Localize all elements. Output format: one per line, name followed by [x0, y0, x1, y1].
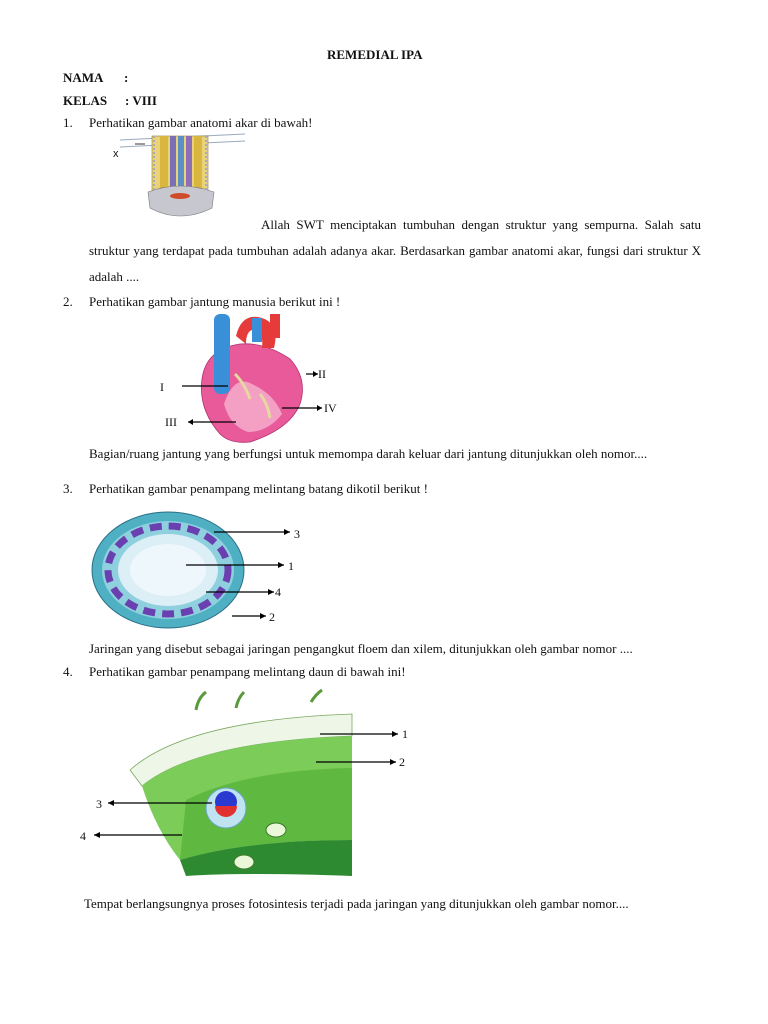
kelas-value: : VIII [125, 93, 157, 108]
stem-label-3: 3 [294, 527, 300, 541]
question-1-prompt: Perhatikan gambar anatomi akar di bawah! [89, 115, 313, 130]
heart-label-iv: IV [324, 401, 337, 415]
question-1-text: Allah SWT menciptakan tumbuhan dengan struktur yang sempurna. Salah satu struktur yang terdapat pada tumbuhan adalah adanya akar. Berdasarkan gambar anatomi akar, fungsi dari struktur X adalah .... [89, 217, 701, 284]
question-4-text: Tempat berlangsungnya proses fotosintesis terjadi pada jaringan yang ditunjukkan oleh gambar nomor.... [84, 896, 629, 911]
question-2-prompt: Perhatikan gambar jantung manusia berikut ini ! [89, 294, 341, 309]
stem-label-1: 1 [288, 559, 294, 573]
page-title: REMEDIAL IPA [327, 47, 423, 62]
question-3-prompt: Perhatikan gambar penampang melintang batang dikotil berikut ! [89, 481, 428, 496]
leaf-label-2: 2 [399, 755, 405, 769]
root-label-x: x [113, 148, 119, 160]
question-3-number: 3. [63, 481, 73, 496]
leaf-label-1: 1 [402, 727, 408, 741]
question-4-number: 4. [63, 664, 73, 679]
question-1-number: 1. [63, 115, 73, 130]
question-3-text: Jaringan yang disebut sebagai jaringan pengangkut floem dan xilem, ditunjukkan oleh gambar nomor .... [89, 641, 633, 656]
nama-label: NAMA [63, 70, 104, 85]
heart-label-i: I [160, 380, 164, 394]
stem-label-2: 2 [269, 610, 275, 624]
nama-colon: : [124, 70, 129, 85]
question-4-prompt: Perhatikan gambar penampang melintang daun di bawah ini! [89, 664, 406, 679]
question-2-text: Bagian/ruang jantung yang berfungsi untuk memompa darah keluar dari jantung ditunjukkan oleh nomor.... [89, 446, 648, 461]
leaf-label-3: 3 [96, 797, 102, 811]
leaf-label-4: 4 [80, 829, 86, 843]
stem-label-4: 4 [275, 585, 281, 599]
kelas-label: KELAS [63, 93, 108, 108]
question-2-number: 2. [63, 294, 73, 309]
heart-label-iii: III [165, 415, 177, 429]
heart-label-ii: II [318, 367, 326, 381]
